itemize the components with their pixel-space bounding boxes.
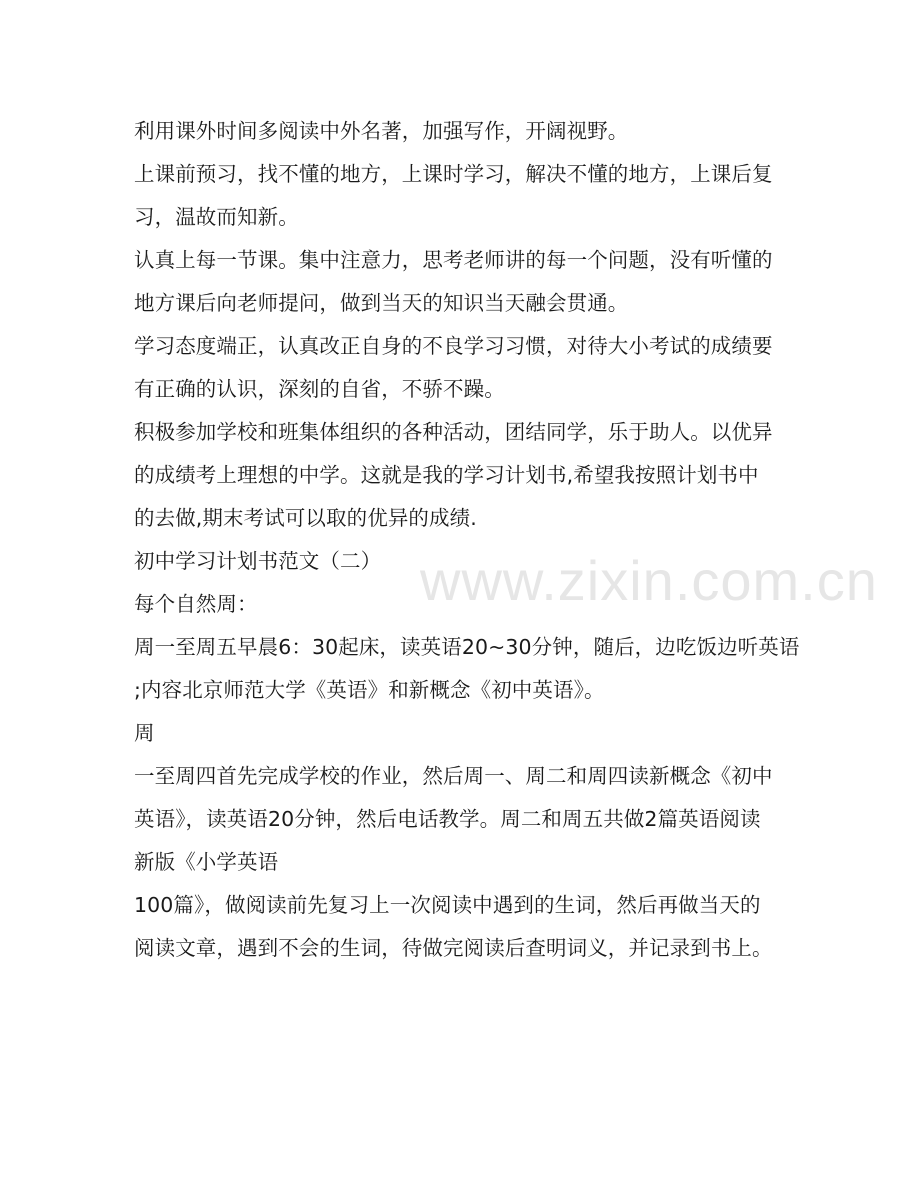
text-line: 认真上每一节课。集中注意力，思考老师讲的每一个问题，没有听懂的: [134, 248, 773, 272]
text-line: 周一至周五早晨6：30起床，读英语20~30分钟，随后，边吃饭边听英语: [134, 635, 800, 659]
text-line: 学习态度端正，认真改正自身的不良学习习惯，对待大小考试的成绩要: [134, 334, 773, 358]
text-line: 有正确的认识，深刻的自省，不骄不躁。: [134, 377, 505, 401]
document-body: [134, 110, 800, 970]
text-line: 积极参加学校和班集体组织的各种活动，团结同学，乐于助人。以优异: [134, 420, 773, 444]
text-line: 地方课后向老师提问，做到当天的知识当天融会贯通。: [134, 291, 629, 315]
text-line: 习，温故而知新。: [134, 205, 299, 229]
text-line: 新版《小学英语: [134, 850, 279, 874]
text-line: 周: [134, 721, 155, 745]
text-line: ;内容北京师范大学《英语》和新概念《初中英语》。: [134, 678, 605, 702]
text-line: 的成绩考上理想的中学。这就是我的学习计划书,希望我按照计划书中: [134, 463, 759, 487]
text-line: 利用课外时间多阅读中外名著，加强写作，开阔视野。: [134, 119, 629, 143]
text-line: 阅读文章，遇到不会的生词，待做完阅读后查明词义，并记录到书上。: [134, 936, 773, 960]
watermark: www.zixin.com.cn: [420, 549, 878, 612]
text-line: 一至周四首先完成学校的作业，然后周一、周二和周四读新概念《初中: [134, 764, 773, 788]
text-line: 英语》，读英语20分钟，然后电话教学。周二和周五共做2篇英语阅读: [134, 807, 761, 831]
text-line: 100篇》，做阅读前先复习上一次阅读中遇到的生词，然后再做当天的: [134, 893, 761, 917]
section-heading: 初中学习计划书范文（二）: [134, 549, 382, 573]
text-line: 的去做,期末考试可以取的优异的成绩.: [134, 506, 477, 530]
text-line: 上课前预习，找不懂的地方，上课时学习，解决不懂的地方，上课后复: [134, 162, 773, 186]
text-line: 每个自然周：: [134, 592, 258, 616]
